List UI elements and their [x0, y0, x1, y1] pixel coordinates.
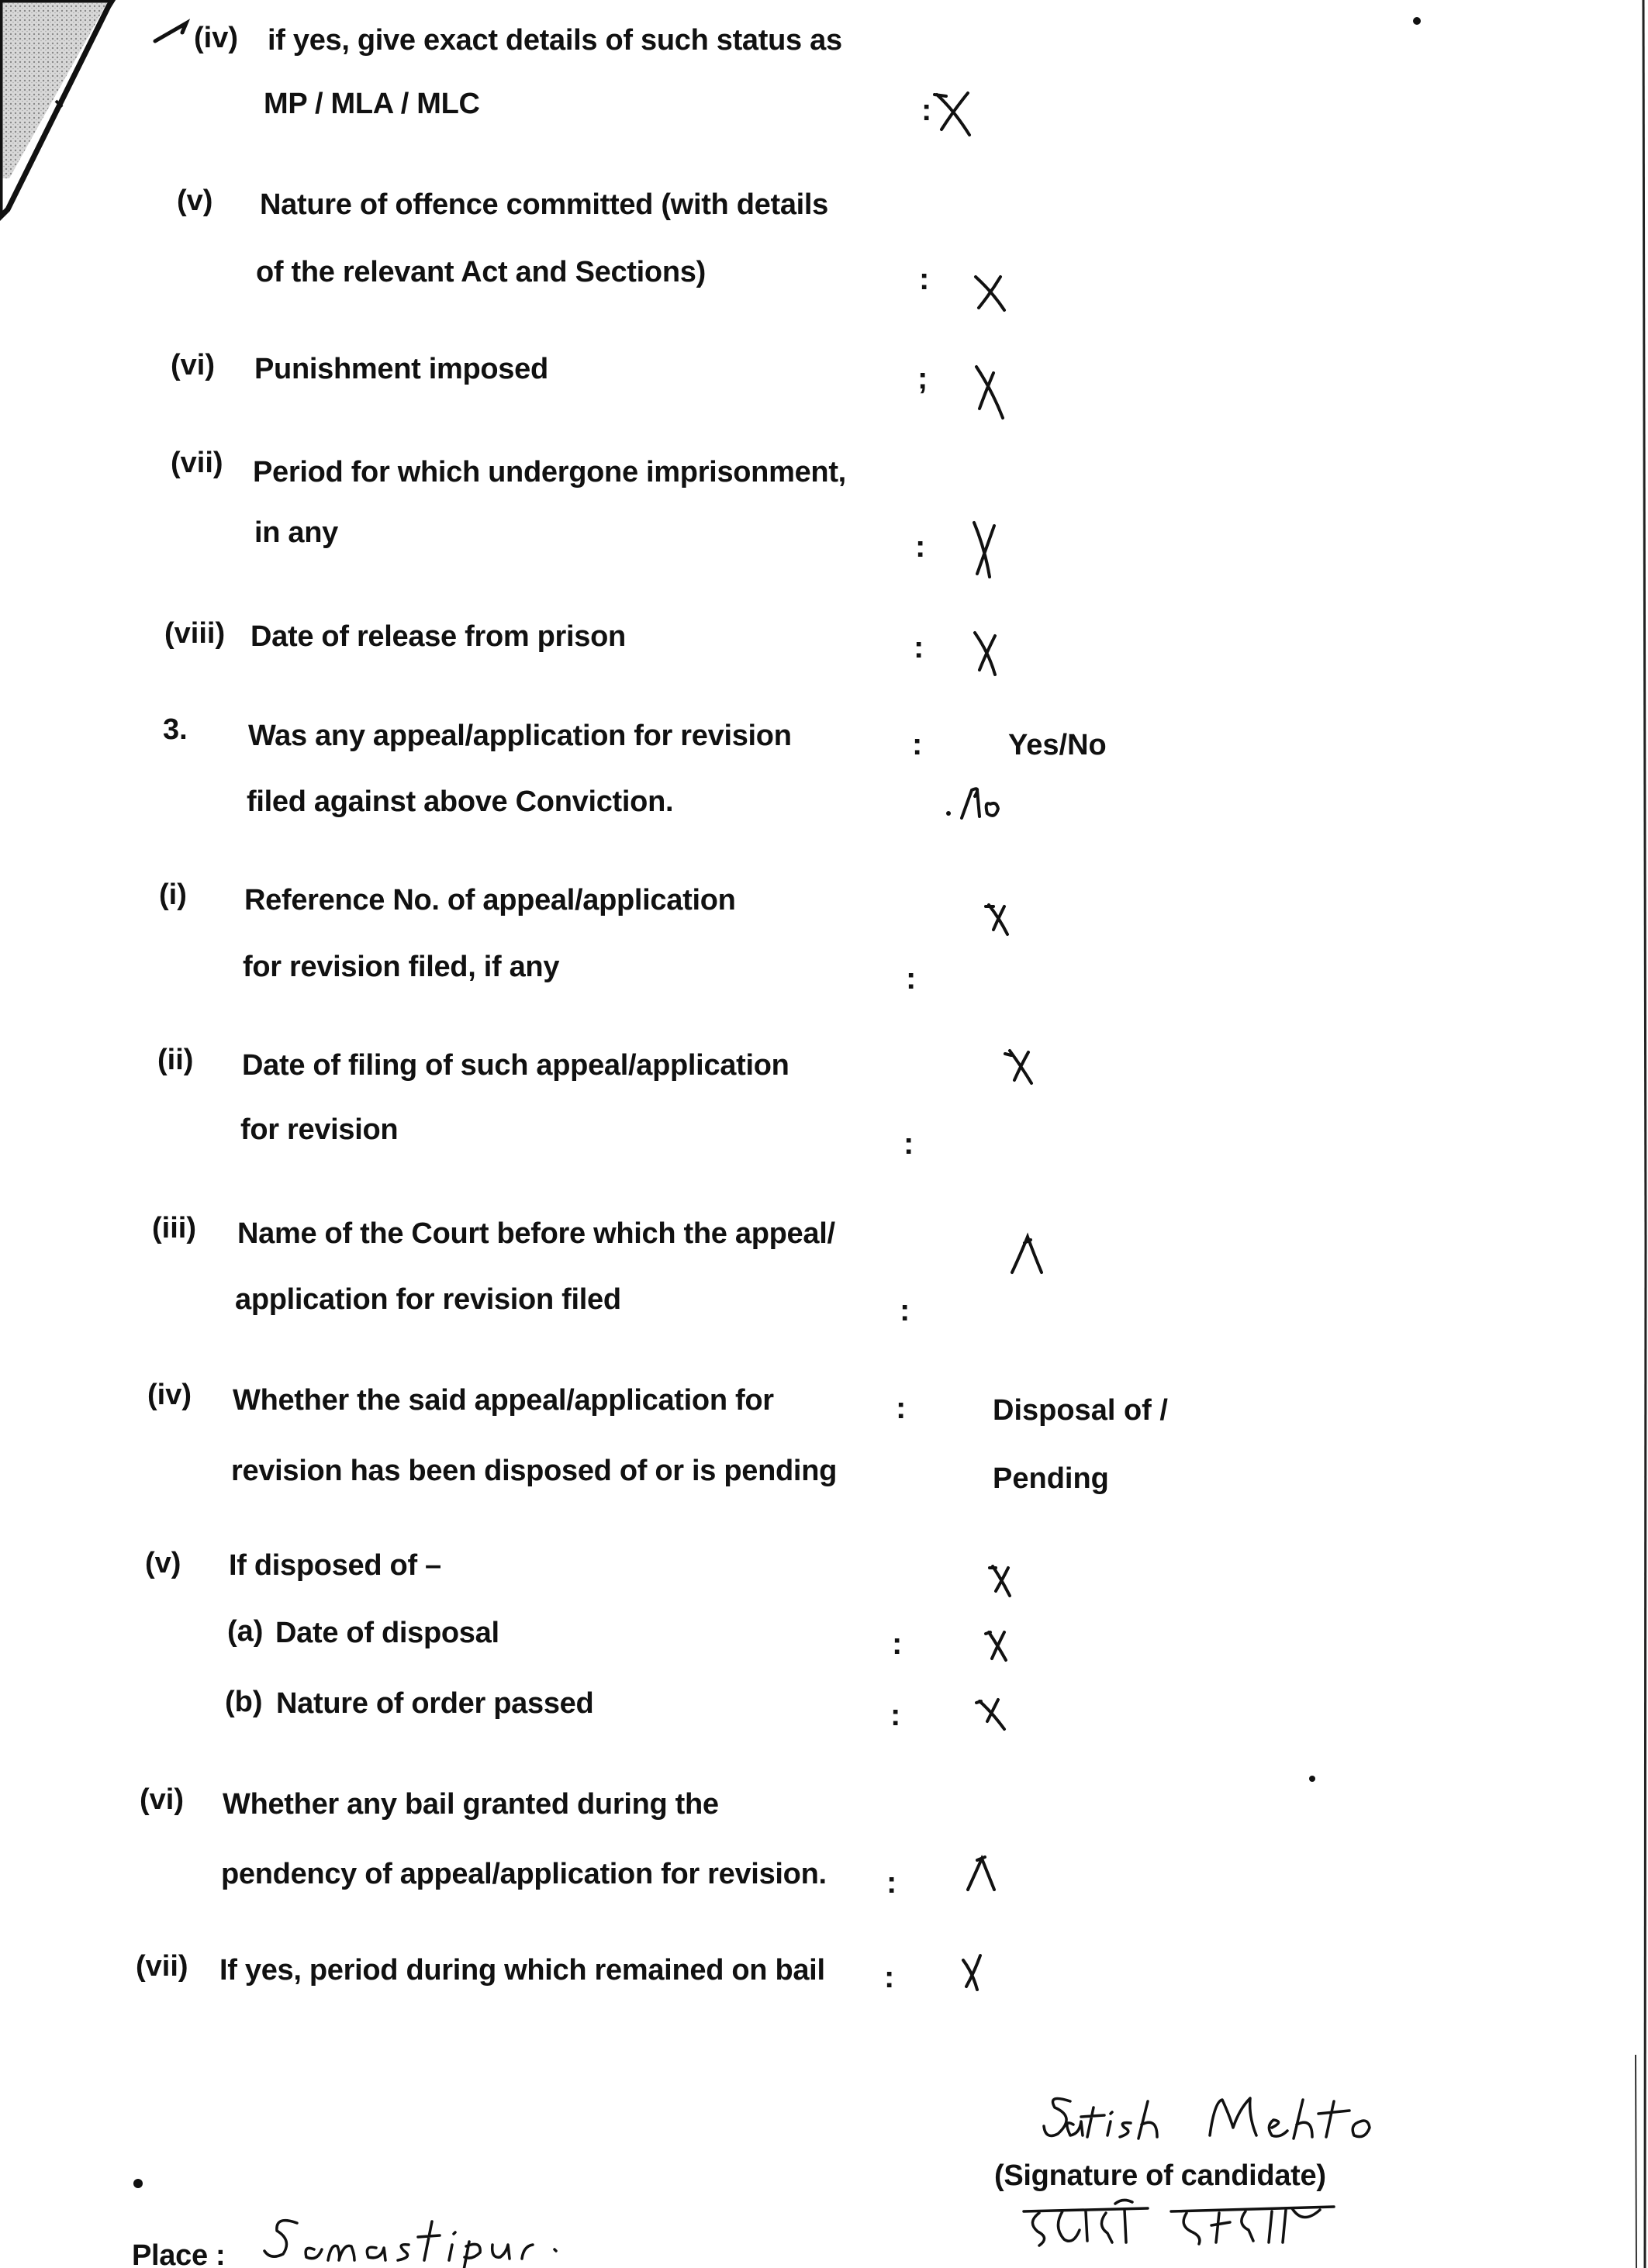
item-text: Whether any bail granted during the — [223, 1788, 719, 1821]
cross-mark — [969, 268, 1016, 322]
colon: : — [890, 1698, 901, 1732]
item-number: (viii) — [164, 617, 226, 650]
item-number: (vi) — [171, 349, 215, 381]
item-text: MP / MLA / MLC — [264, 88, 480, 120]
colon: : — [915, 530, 926, 564]
scan-speck — [133, 2179, 143, 2188]
item-text: Was any appeal/application for revision — [248, 720, 792, 752]
printed-answer: Disposal of / — [993, 1394, 1168, 1427]
colon: : — [900, 1293, 910, 1327]
cross-mark — [966, 361, 1012, 423]
item-number: (vii) — [136, 1950, 188, 1983]
item-text: application for revision filed — [235, 1283, 621, 1316]
item-text: If yes, period during which remained on bail — [219, 1954, 825, 1987]
colon: ; — [917, 361, 928, 395]
cross-mark — [981, 896, 1028, 950]
item-text: of the relevant Act and Sections) — [256, 256, 706, 288]
signature-hindi-handwriting — [1016, 2194, 1342, 2256]
item-text: for revision filed, if any — [243, 951, 560, 983]
cross-mark — [981, 1624, 1028, 1679]
item-number: 3. — [163, 713, 188, 746]
cross-mark — [931, 87, 977, 141]
scan-speck — [1413, 17, 1421, 25]
item-text: revision has been disposed of or is pending — [231, 1455, 838, 1487]
item-text: filed against above Conviction. — [247, 785, 674, 818]
item-text: If disposed of – — [229, 1549, 441, 1582]
item-text: Date of release from prison — [250, 620, 626, 653]
subitem-label: (a) — [227, 1615, 264, 1648]
cross-mark — [973, 1690, 1020, 1745]
colon: : — [919, 262, 930, 296]
cross-mark — [966, 627, 1012, 681]
scan-right-edge — [1625, 0, 1648, 2268]
item-number: (iv) — [194, 22, 238, 54]
item-text: if yes, give exact details of such status as — [268, 24, 842, 57]
cross-mark — [962, 518, 1008, 580]
item-text: Punishment imposed — [254, 353, 548, 385]
cross-mark — [1000, 1043, 1047, 1097]
cross-mark — [985, 1559, 1031, 1613]
item-number: (vii) — [171, 447, 223, 479]
item-text: in any — [254, 516, 339, 549]
signature-handwriting — [1039, 2078, 1396, 2148]
colon: : — [906, 961, 917, 996]
subitem-label: (b) — [225, 1686, 263, 1718]
printed-answer: Pending — [993, 1462, 1109, 1495]
tick-stroke — [151, 14, 198, 45]
signature-caption: (Signature of candidate) — [994, 2159, 1326, 2192]
place-handwriting — [260, 2206, 562, 2268]
colon: : — [896, 1391, 907, 1425]
subitem-text: Nature of order passed — [276, 1687, 594, 1720]
item-text: Whether the said appeal/application for — [233, 1384, 774, 1417]
item-number: (ii) — [157, 1044, 194, 1076]
item-number: (i) — [159, 879, 187, 911]
item-text: Date of filing of such appeal/application — [242, 1049, 789, 1082]
item-text: Period for which undergone imprisonment, — [253, 456, 846, 488]
colon: : — [892, 1627, 903, 1661]
item-number: (iv) — [147, 1379, 192, 1411]
item-text: Reference No. of appeal/application — [244, 884, 736, 917]
item-number: (v) — [145, 1547, 181, 1579]
item-text: Nature of offence committed (with details — [260, 188, 829, 221]
scan-fold-shadow — [0, 0, 124, 225]
item-text: Name of the Court before which the appeal/ — [237, 1217, 835, 1250]
subitem-text: Date of disposal — [275, 1617, 499, 1649]
item-text: for revision — [240, 1113, 399, 1146]
colon: : — [886, 1866, 897, 1900]
colon: : — [912, 727, 923, 761]
place-label: Place : — [132, 2239, 226, 2268]
colon: : — [921, 93, 932, 127]
item-text: pendency of appeal/application for revision. — [221, 1858, 827, 1890]
scan-speck — [1309, 1776, 1315, 1782]
item-number: (vi) — [140, 1783, 184, 1816]
cross-mark — [962, 1849, 1008, 1904]
cross-mark — [1004, 1229, 1051, 1283]
item-number: (v) — [177, 185, 213, 217]
cross-mark — [954, 1948, 1000, 2002]
colon: : — [903, 1127, 914, 1161]
colon: : — [914, 630, 924, 665]
colon: : — [884, 1960, 895, 1994]
item-number: (iii) — [152, 1212, 196, 1244]
printed-answer: Yes/No — [1008, 729, 1107, 761]
handwritten-no — [942, 779, 1035, 826]
